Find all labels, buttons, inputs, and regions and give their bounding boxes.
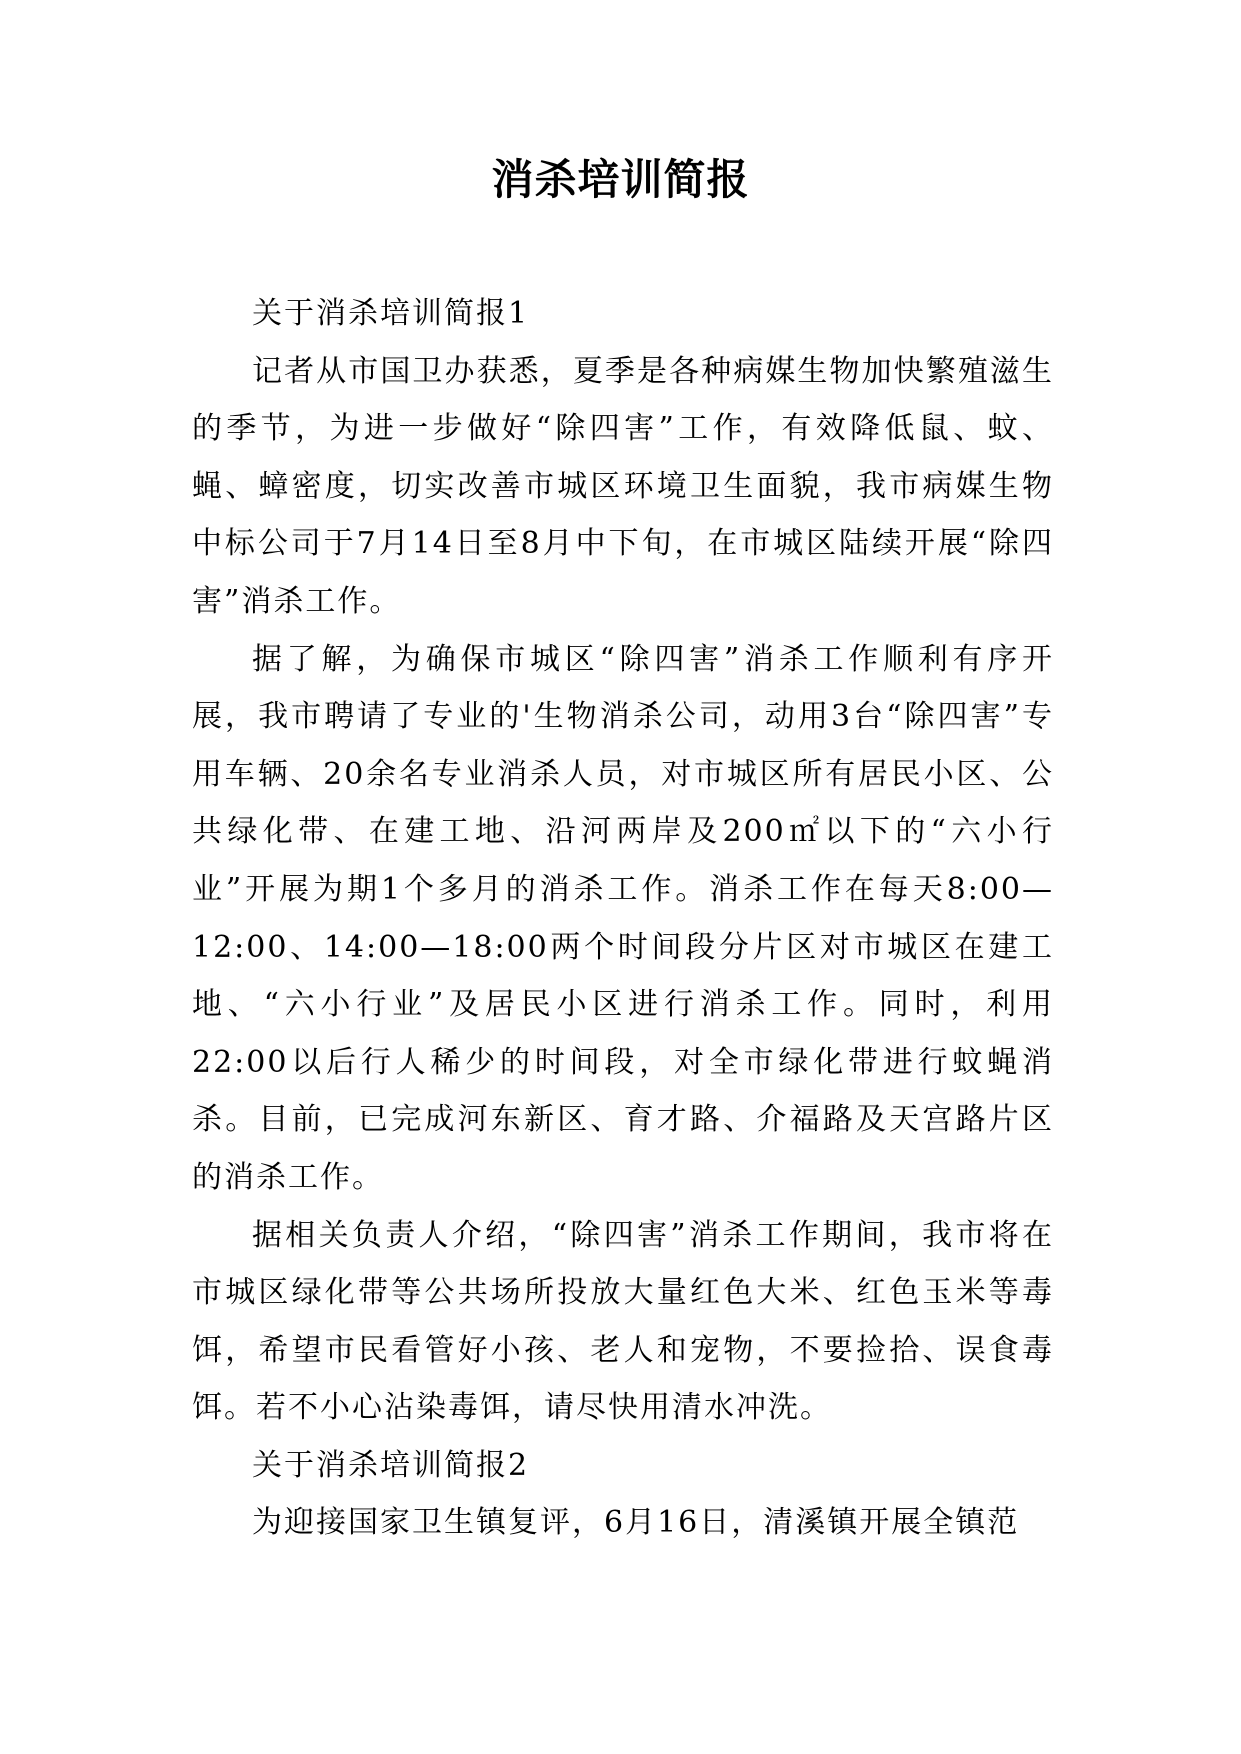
paragraph: 据了解，为确保市城区“除四害”消杀工作顺利有序开展，我市聘请了专业的'生物消杀公司，动用3台“除四害”专用车辆、20余名专业消杀人员，对市城区所有居民小区、公共绿化带、在建工地、沿河两岸及200㎡以下的“六小行业”开展为期1个多月的消杀工作。消杀工作在每天8:00—12:00、14:00—18:00两个时间段分片区对市城区在建工地、“六小行业”及居民小区进行消杀工作。同时，利用22:00以后行人稀少的时间段，对全市绿化带进行蚊蝇消杀。目前，已完成河东新区、育才路、介福路及天宫路片区的消杀工作。 [192,641,1054,1195]
section-heading-2: 关于消杀培训简报2 [252,1447,530,1483]
document-title: 消杀培训简报 [491,155,750,204]
paragraph: 为迎接国家卫生镇复评，6月16日，清溪镇开展全镇范 [252,1505,1020,1541]
document-body [192,285,1054,1552]
paragraph: 据相关负责人介绍，“除四害”消杀工作期间，我市将在市城区绿化带等公共场所投放大量红色大米、红色玉米等毒饵，希望市民看管好小孩、老人和宠物，不要捡拾、误食毒饵。若不小心沾染毒饵，请尽快用清水冲洗。 [192,1217,1054,1426]
section-heading-1: 关于消杀培训简报1 [252,296,530,331]
paragraph: 记者从市国卫办获悉，夏季是各种病媒生物加快繁殖滋生的季节，为进一步做好“除四害”工作，有效降低鼠、蚊、蝇、蟑密度，切实改善市城区环境卫生面貌，我市病媒生物中标公司于7月14日至8月中下旬，在市城区陆续开展“除四害”消杀工作。 [192,353,1054,619]
